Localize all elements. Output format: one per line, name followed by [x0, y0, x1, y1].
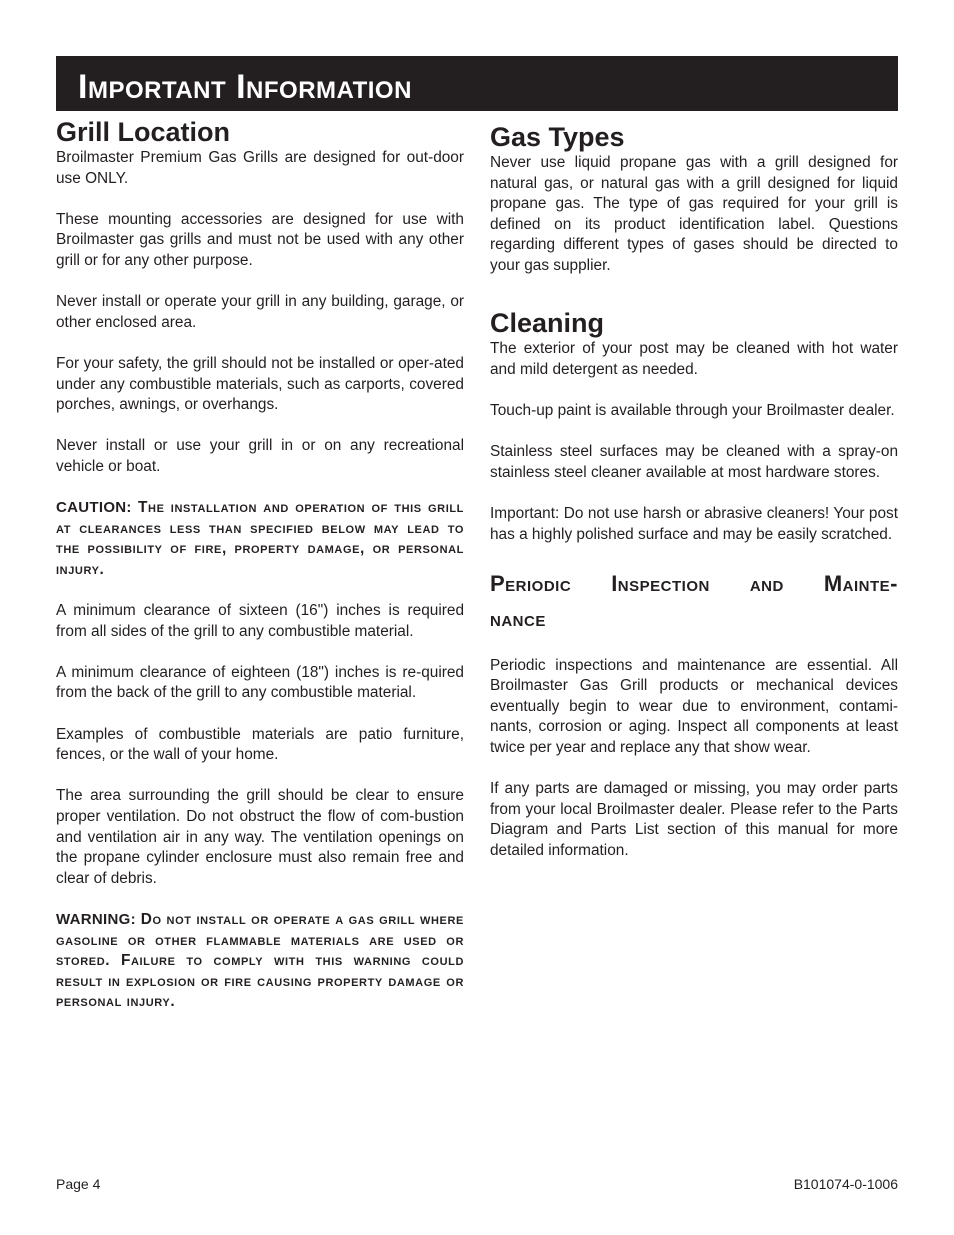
gas-types-paragraph: Never use liquid propane gas with a grill designed for natural gas, or natural gas with a grill designed for liquid propane gas. The type of gas required for your grill is defined on its product identification label. Questions regarding different types of gases should be directed to your gas supplier. — [490, 154, 898, 274]
caution-text: The installation and operation of this grill at clearances less than specified below may lead to the possibility of fire, property damage, or personal injury. — [56, 499, 464, 578]
periodic-heading-line2: nance — [490, 605, 546, 631]
caution-notice — [56, 498, 464, 580]
periodic-inspection-heading — [490, 566, 898, 636]
grill-location-paragraph: Broilmaster Premium Gas Grills are designed for out-door use ONLY. — [56, 149, 464, 187]
cleaning-paragraph: The exterior of your post may be cleaned with hot water and mild detergent as needed. — [490, 340, 898, 378]
banner-title: Important Information — [78, 68, 412, 106]
grill-location-heading: Grill Location — [56, 117, 231, 147]
left-column — [56, 116, 464, 1034]
grill-location-paragraph: A minimum clearance of eighteen (18") inches is re-quired from the back of the grill to any combustible material. — [56, 663, 464, 702]
grill-location-paragraph: Examples of combustible materials are patio furniture, fences, or the wall of your home. — [56, 725, 464, 764]
gas-types-heading: Gas Types — [490, 122, 625, 152]
cleaning-heading: Cleaning — [490, 308, 605, 339]
grill-location-paragraph: Never install or operate your grill in any building, garage, or other enclosed area. — [56, 293, 464, 331]
caution-label: CAUTION: — [56, 499, 132, 517]
page-number: Page 4 — [56, 1176, 101, 1192]
warning-notice — [56, 910, 464, 1013]
cleaning-paragraph: Stainless steel surfaces may be cleaned with a spray-on stainless steel cleaner available at most hardware stores. — [490, 443, 898, 481]
document-id: B101074-0-1006 — [793, 1176, 898, 1192]
page-banner — [56, 56, 898, 111]
spacer — [490, 297, 898, 307]
grill-location-paragraph: Never install or use your grill in or on any recreational vehicle or boat. — [56, 437, 464, 475]
periodic-heading-line1: Periodic Inspection and Mainte- — [490, 570, 898, 596]
warning-text: Do not install or operate a gas grill where gasoline or other flammable materials are used or stored. Failure to comply with this warning could result in explosion or fire causing property damage or personal injury. — [56, 910, 464, 1011]
cleaning-paragraph: Touch-up paint is available through your Broilmaster dealer. — [490, 401, 895, 419]
periodic-paragraph: If any parts are damaged or missing, you may order parts from your local Broilmaster dealer. Please refer to the Parts Diagram and Parts List section of this manual for more detailed information. — [490, 780, 898, 860]
warning-label: WARNING: — [56, 910, 136, 928]
grill-location-paragraph: A minimum clearance of sixteen (16") inches is required from all sides of the grill to any combustible material. — [56, 602, 464, 640]
right-column — [490, 121, 898, 882]
grill-location-paragraph: These mounting accessories are designed for use with Broilmaster gas grills and must not be used with any other grill or for any other purpose. — [56, 210, 464, 269]
periodic-paragraph: Periodic inspections and maintenance are essential. All Broilmaster Gas Grill products or mechanical devices eventually begin to wear due to environment, contami-nants, corrosion or aging. Inspect all components at least twice per year and replace any that show wear. — [490, 656, 898, 757]
grill-location-paragraph: The area surrounding the grill should be clear to ensure proper ventilation. Do not obstruct the flow of com-bustion and ventilation air in any way. The ventilation openings on the propane cylinder enclosure must also remain free and clear of debris. — [56, 787, 464, 887]
cleaning-paragraph: Important: Do not use harsh or abrasive cleaners! Your post has a highly polished surface and may be easily scratched. — [490, 504, 898, 543]
grill-location-paragraph: For your safety, the grill should not be installed or oper-ated under any combustible materials, such as carports, covered porches, awnings, or overhangs. — [56, 354, 464, 414]
